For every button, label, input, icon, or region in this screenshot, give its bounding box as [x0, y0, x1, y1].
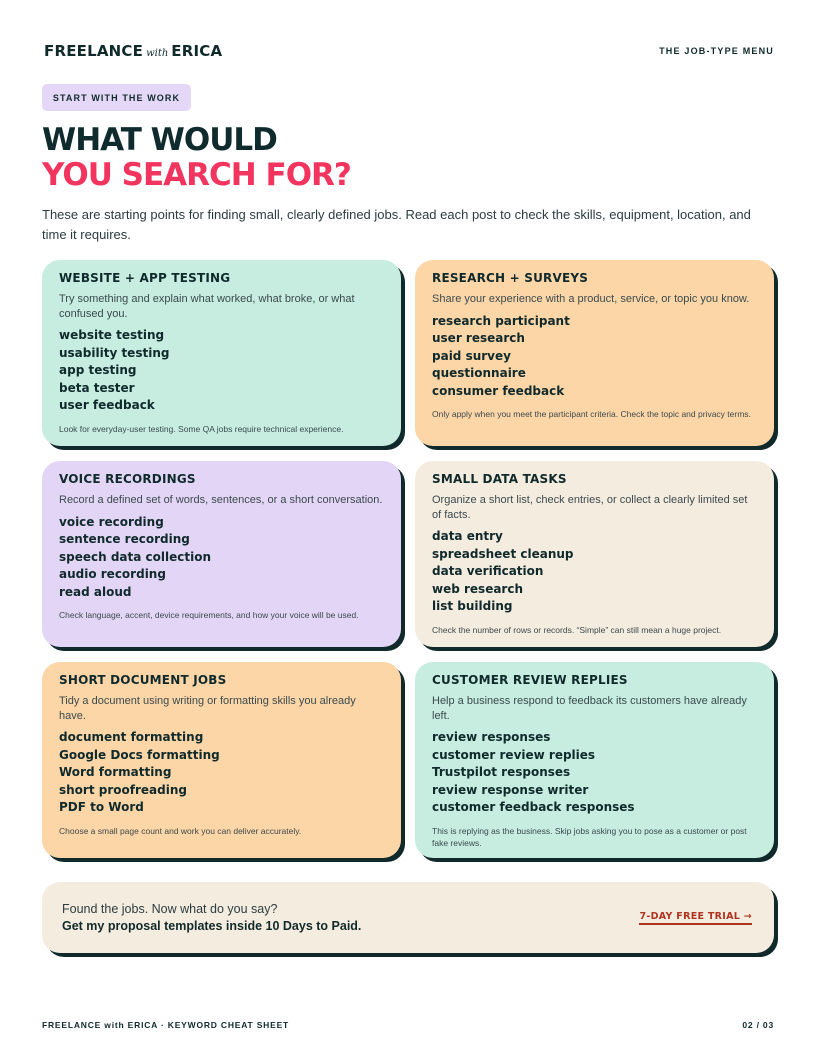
card-description: Share your experience with a product, service, or topic you know. [432, 293, 750, 305]
card-description: Tidy a document using writing or formatting skills you already have. [59, 695, 356, 722]
keyword-list [432, 729, 758, 817]
keyword-item: customer feedback responses [432, 800, 635, 815]
keyword-item: list building [432, 599, 513, 614]
card-note: Look for everyday-user testing. Some QA jobs require technical experience. [59, 423, 344, 434]
keyword-item: Google Docs formatting [59, 747, 220, 762]
keyword-item: audio recording [59, 567, 166, 582]
cta-question: Found the jobs. Now what do you say? [62, 902, 278, 916]
card-title: SHORT DOCUMENT JOBS [59, 673, 227, 687]
card-title: SMALL DATA TASKS [432, 472, 567, 486]
keyword-item: PDF to Word [59, 800, 144, 815]
keyword-item: document formatting [59, 730, 204, 744]
page-title [42, 123, 351, 193]
card-customer-review-replies [415, 662, 774, 858]
card-note: Check the number of rows or records. “Simple” can still mean a huge project. [432, 624, 722, 635]
card-voice-recordings [42, 461, 401, 647]
section-label: THE JOB-TYPE MENU [659, 46, 774, 56]
card-description: Record a defined set of words, sentences, or a short conversation. [59, 494, 383, 506]
cta-statement: Get my proposal templates inside 10 Days to Paid. [62, 919, 362, 933]
intro-paragraph: These are starting points for finding small, clearly defined jobs. Read each post to check the skills, equipment, location, and time it requires. [42, 207, 751, 242]
keyword-list [432, 313, 758, 401]
footer-title: FREELANCE with ERICA · KEYWORD CHEAT SHEET [42, 1020, 290, 1030]
keyword-item: consumer feedback [432, 383, 565, 398]
page-title-line-1: WHAT WOULD [42, 122, 277, 158]
page-header [42, 40, 774, 64]
card-note: This is replying as the business. Skip jobs asking you to pose as a customer or post fake reviews. [432, 825, 747, 848]
keyword-item: web research [432, 581, 524, 596]
brand-name-with: with [146, 48, 169, 59]
keyword-item: app testing [59, 363, 137, 378]
keyword-item: Word formatting [59, 765, 172, 780]
keyword-item: review responses [432, 730, 551, 744]
keyword-item: usability testing [59, 345, 170, 360]
brand-logo [44, 42, 222, 60]
keyword-item: voice recording [59, 514, 164, 529]
keyword-item: website testing [59, 328, 165, 342]
brand-name-right: ERICA [171, 42, 223, 60]
card-website-app-testing [42, 260, 401, 446]
card-title: VOICE RECORDINGS [59, 472, 196, 486]
page-title-line-2: YOU SEARCH FOR? [42, 157, 351, 193]
card-research-surveys [415, 260, 774, 446]
keyword-item: user research [432, 331, 525, 346]
keyword-item: paid survey [432, 348, 511, 363]
brand-name-left: FREELANCE [44, 42, 144, 60]
card-small-data-tasks [415, 461, 774, 647]
keyword-list [432, 528, 758, 616]
keyword-item: beta tester [59, 380, 135, 395]
card-title: RESEARCH + SURVEYS [432, 271, 589, 285]
card-note: Check language, accent, device requirements, and how your voice will be used. [59, 610, 359, 621]
card-description: Organize a short list, check entries, or collect a clearly limited set of facts. [432, 494, 748, 521]
card-note: Only apply when you meet the participant criteria. Check the topic and privacy terms. [432, 409, 751, 420]
eyebrow-pill: START WITH THE WORK [42, 84, 191, 111]
free-trial-link[interactable]: 7-DAY FREE TRIAL → [639, 911, 752, 925]
keyword-item: review response writer [432, 782, 589, 797]
card-description: Help a business respond to feedback its customers have already left. [432, 695, 747, 722]
keyword-item: data verification [432, 564, 544, 579]
keyword-item: spreadsheet cleanup [432, 546, 574, 561]
card-description: Try something and explain what worked, what broke, or what confused you. [59, 293, 355, 320]
card-short-document-jobs [42, 662, 401, 858]
keyword-item: research participant [432, 313, 570, 328]
page-number: 02 / 03 [742, 1020, 774, 1030]
keyword-item: questionnaire [432, 366, 526, 381]
keyword-item: read aloud [59, 584, 132, 599]
card-title: WEBSITE + APP TESTING [59, 271, 231, 285]
keyword-item: speech data collection [59, 549, 212, 564]
keyword-item: user feedback [59, 398, 155, 413]
keyword-item: data entry [432, 529, 503, 543]
keyword-item: sentence recording [59, 532, 190, 547]
keyword-list [59, 729, 385, 817]
card-title: CUSTOMER REVIEW REPLIES [432, 673, 628, 687]
keyword-list [59, 514, 385, 602]
keyword-item: Trustpilot responses [432, 765, 571, 780]
keyword-item: short proofreading [59, 782, 187, 797]
card-note: Choose a small page count and work you can deliver accurately. [59, 825, 302, 836]
keyword-list [59, 327, 385, 415]
keyword-item: customer review replies [432, 747, 596, 762]
cta-banner [42, 882, 774, 953]
